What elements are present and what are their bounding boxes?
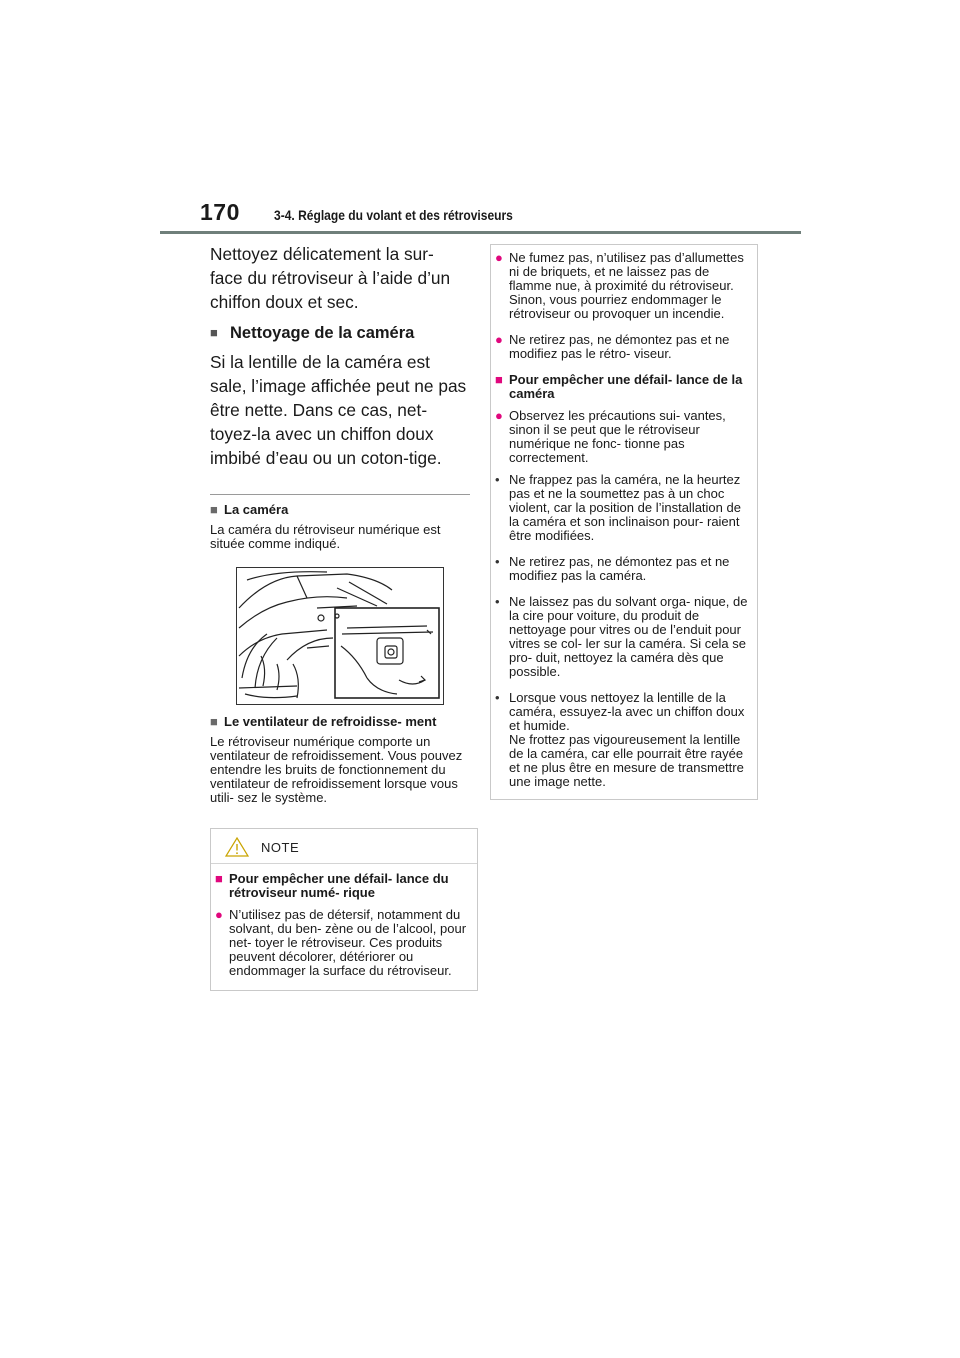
note-heading-text: Pour empêcher une défail- lance du rétroviseur numé- rique: [229, 871, 449, 900]
camera-heading: [210, 503, 470, 517]
camera-heading-text: La caméra: [224, 502, 289, 517]
header-rule: [160, 231, 801, 234]
camera-cleaning-paragraph: Si la lentille de la caméra est sale, l’image affichée peut ne pas être nette. Dans ce cas, net- toyez-la avec un chiffon doux imbibé d’eau ou un coton-tige.: [210, 352, 467, 468]
rear-camera-illustration: [237, 568, 443, 704]
note-divider: [211, 863, 477, 864]
dash-bullet-icon: •: [495, 554, 500, 569]
warning-triangle-icon: [225, 837, 249, 857]
note-box: [210, 828, 478, 991]
section-title: 3-4. Réglage du volant et des rétroviseurs: [274, 207, 513, 223]
camera-precautions-text: Observez les précautions sui- vantes, sinon il se peut que le rétroviseur numérique ne fonc- tionne pas correctement.: [509, 408, 726, 465]
precaution-text: Ne frappez pas la caméra, ne la heurtez pas et ne la soumettez pas à un choc violent, car la position de l’installation de la caméra et son inclinaison pour- raient être modifiées.: [509, 472, 741, 543]
smoke-warning-item: [491, 251, 749, 321]
note-continuation-box: [490, 244, 758, 800]
square-bullet-icon: ■: [210, 502, 218, 517]
disassemble-warning-item: [491, 333, 749, 361]
precaution-text: Ne retirez pas, ne démontez pas et ne modifiez pas la caméra.: [509, 554, 730, 583]
smoke-warning-text: Ne fumez pas, n’utilisez pas d’allumettes ni de briquets, et ne laissez pas de flamme nue, à proximité du rétroviseur. Sinon, vous pourriez endommager le rétroviseur ou provoquer un incendie.: [509, 250, 744, 321]
camera-cleaning-heading-text: Nettoyage de la caméra: [230, 324, 415, 342]
page-number: 170: [200, 199, 240, 225]
precaution-item: [491, 473, 749, 543]
precaution-text: Ne laissez pas du solvant orga- nique, de la cire pour voiture, du produit de nettoyage pour vitres ou de l’enduit pour vitres se col- ler sur la caméra. Si cela se pro- duit, nettoyez la caméra dès que possible.: [509, 594, 748, 679]
camera-failure-heading-text: Pour empêcher une défail- lance de la caméra: [509, 372, 743, 401]
intro-paragraph: Nettoyez délicatement la sur- face du rétroviseur à l’aide d’un chiffon doux et sec.: [210, 244, 451, 312]
fan-heading: [210, 715, 470, 729]
camera-location-figure: [236, 567, 444, 705]
fan-paragraph: Le rétroviseur numérique comporte un ventilateur de refroidissement. Vous pouvez entendre les bruits de fonctionnement du ventilateur de refroidissement lorsque vous utili- sez le système.: [210, 734, 463, 805]
square-bullet-icon: ■: [495, 372, 503, 387]
right-column: [490, 244, 750, 800]
note-header: [225, 837, 469, 857]
dash-bullet-icon: •: [495, 472, 500, 487]
round-bullet-icon: ●: [495, 408, 503, 423]
camera-paragraph: La caméra du rétroviseur numérique est située comme indiqué.: [210, 522, 441, 551]
note-label: NOTE: [261, 839, 300, 855]
precaution-item: [491, 691, 749, 789]
rubbing-warning-text: Ne frottez pas vigoureusement la lentille de la caméra, car elle pourrait être rayée et ne plus être en mesure de transmettre une image nette.: [509, 732, 744, 789]
square-bullet-icon: ■: [210, 325, 218, 340]
round-bullet-icon: ●: [215, 907, 223, 922]
fan-heading-text: Le ventilateur de refroidisse- ment: [224, 714, 437, 729]
dash-bullet-icon: •: [495, 690, 500, 705]
section-divider: [210, 494, 470, 495]
square-bullet-icon: ■: [210, 714, 218, 729]
precaution-item: [491, 595, 749, 679]
round-bullet-icon: ●: [495, 332, 503, 347]
camera-precautions-item: [491, 409, 749, 465]
precaution-item: [491, 555, 749, 583]
note-heading: [211, 872, 469, 900]
camera-cleaning-heading: [210, 321, 470, 345]
note-item: [211, 908, 469, 978]
left-column: [210, 242, 470, 991]
disassemble-warning-text: Ne retirez pas, ne démontez pas et ne modifiez pas le rétro- viseur.: [509, 332, 730, 361]
camera-failure-heading: [491, 373, 749, 401]
cleaning-instruction-text: Lorsque vous nettoyez la lentille de la caméra, essuyez-la avec un chiffon doux et humide.: [509, 690, 745, 733]
note-item-text: N’utilisez pas de détersif, notamment du solvant, du ben- zène ou de l’alcool, pour net- toyer le rétroviseur. Ces produits peuvent décolorer, détériorer ou endommager la surface du rétroviseur.: [229, 907, 467, 978]
round-bullet-icon: ●: [495, 250, 503, 265]
dash-bullet-icon: •: [495, 594, 500, 609]
square-bullet-icon: ■: [215, 871, 223, 886]
